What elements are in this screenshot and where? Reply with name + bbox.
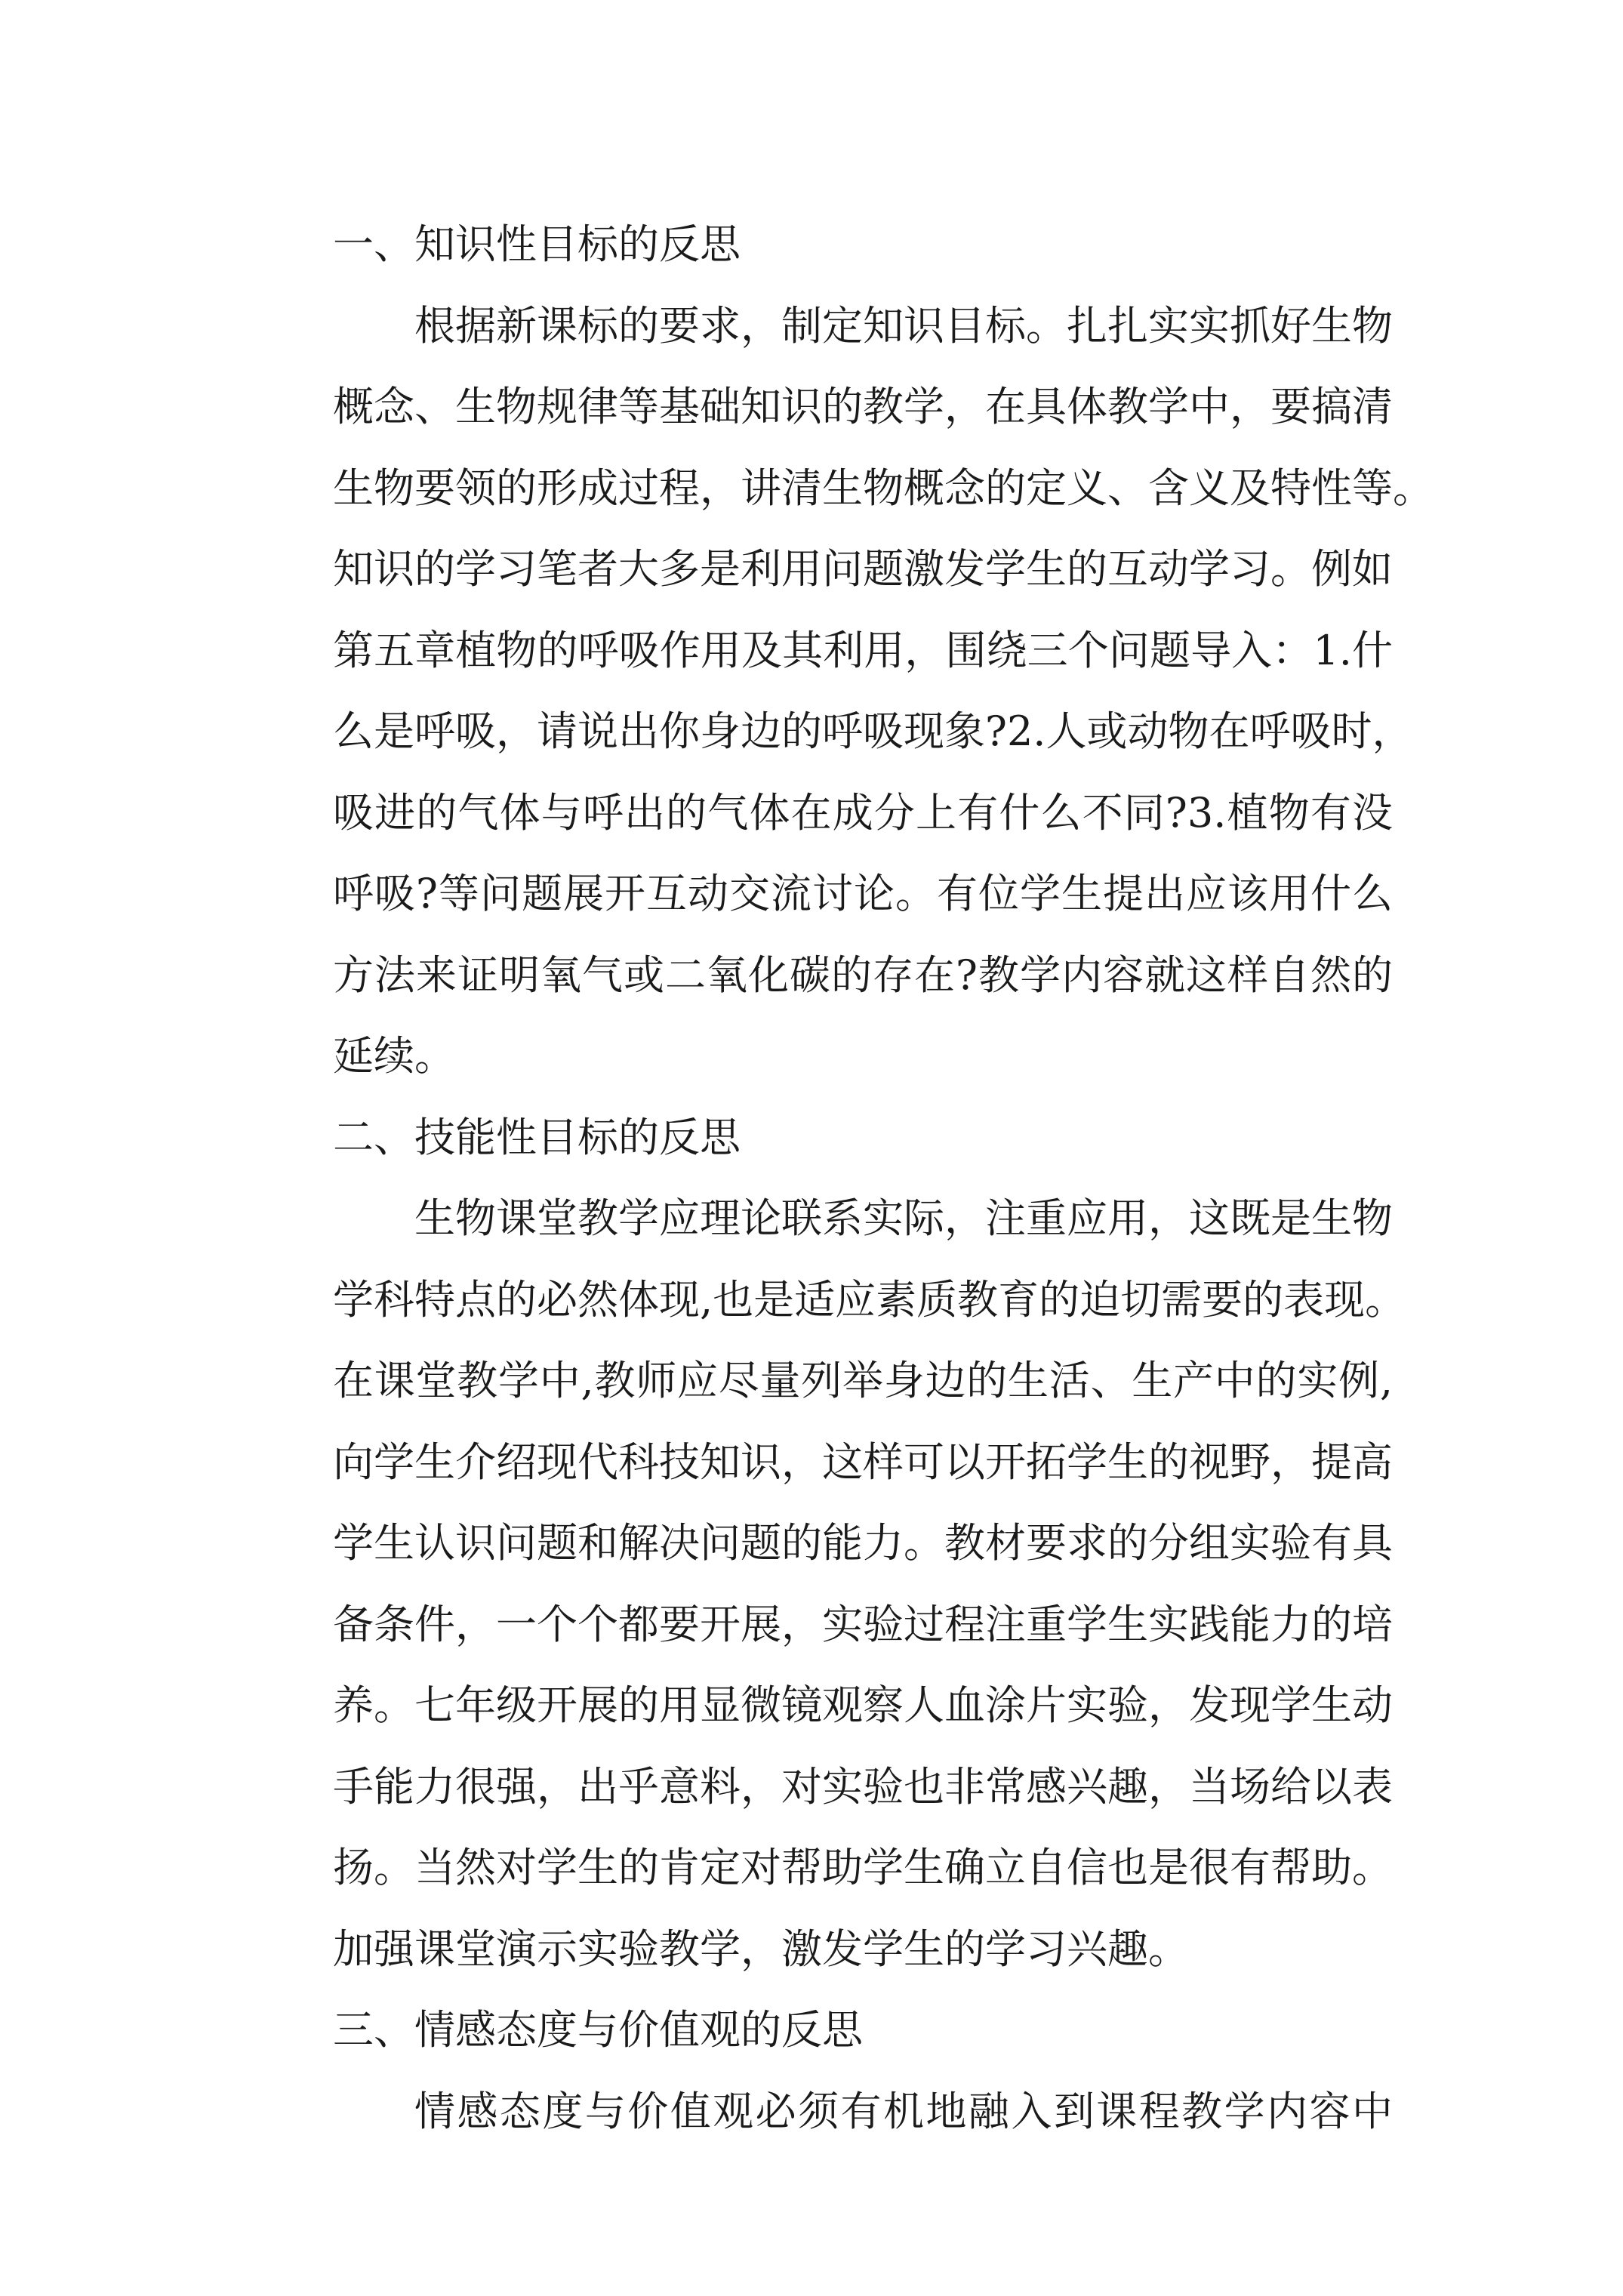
text-line: 扬。当然对学生的肯定对帮助学生确立自信也是很有帮助。 — [333, 1844, 1393, 1891]
text-line: 概念、生物规律等基础知识的教学，在具体教学中，要搞清 — [333, 383, 1393, 430]
section-heading-skills: 二、技能性目标的反思 — [333, 1113, 741, 1161]
text-line: 在课堂教学中,教师应尽量列举身边的生活、生产中的实例, — [333, 1357, 1393, 1404]
text-line: 学生认识问题和解决问题的能力。教材要求的分组实验有具 — [333, 1519, 1393, 1567]
text-line: 加强课堂演示实验教学，激发学生的学习兴趣。 — [333, 1925, 1189, 1973]
section-body-values — [251, 2071, 1393, 2153]
document-body — [251, 204, 1434, 2152]
text-line: 生物课堂教学应理论联系实际，注重应用，这既是生物 — [414, 1194, 1393, 1242]
text-line: 知识的学习笔者大多是利用问题激发学生的互动学习。例如 — [333, 545, 1393, 593]
section-body-knowledge — [251, 285, 1434, 1097]
text-line: 情感态度与价值观必须有机地融入到课程教学内容中 — [414, 2087, 1393, 2135]
section-heading-values: 三、情感态度与价值观的反思 — [333, 2006, 863, 2054]
text-line: 么是呼吸，请说出你身边的呼吸现象?2.人或动物在呼吸时， — [333, 707, 1413, 755]
text-line: 呼吸?等问题展开互动交流讨论。有位学生提出应该用什么 — [333, 870, 1393, 917]
section-body-skills — [251, 1178, 1406, 1989]
text-line: 方法来证明氧气或二氧化碳的存在?教学内容就这样自然的 — [333, 951, 1393, 999]
section-heading-knowledge: 一、知识性目标的反思 — [333, 220, 741, 268]
text-line: 根据新课标的要求，制定知识目标。扎扎实实抓好生物 — [414, 301, 1393, 350]
text-line: 手能力很强，出乎意料，对实验也非常感兴趣，当场给以表 — [333, 1762, 1393, 1811]
text-line: 吸进的气体与呼出的气体在成分上有什么不同?3.植物有没 — [333, 788, 1393, 837]
text-line: 养。七年级开展的用显微镜观察人血涂片实验，发现学生动 — [333, 1681, 1393, 1729]
text-line: 延续。 — [333, 1032, 455, 1080]
text-line: 向学生介绍现代科技知识，这样可以开拓学生的视野，提高 — [333, 1438, 1393, 1486]
text-line: 第五章植物的呼吸作用及其利用，围绕三个问题导入：1.什 — [333, 626, 1393, 674]
text-line: 备条件，一个个都要开展，实验过程注重学生实践能力的培 — [333, 1600, 1393, 1648]
text-line: 学科特点的必然体现,也是适应素质教育的迫切需要的表现。 — [333, 1275, 1406, 1324]
text-line: 生物要领的形成过程，讲清生物概念的定义、含义及特性等。 — [333, 464, 1434, 512]
